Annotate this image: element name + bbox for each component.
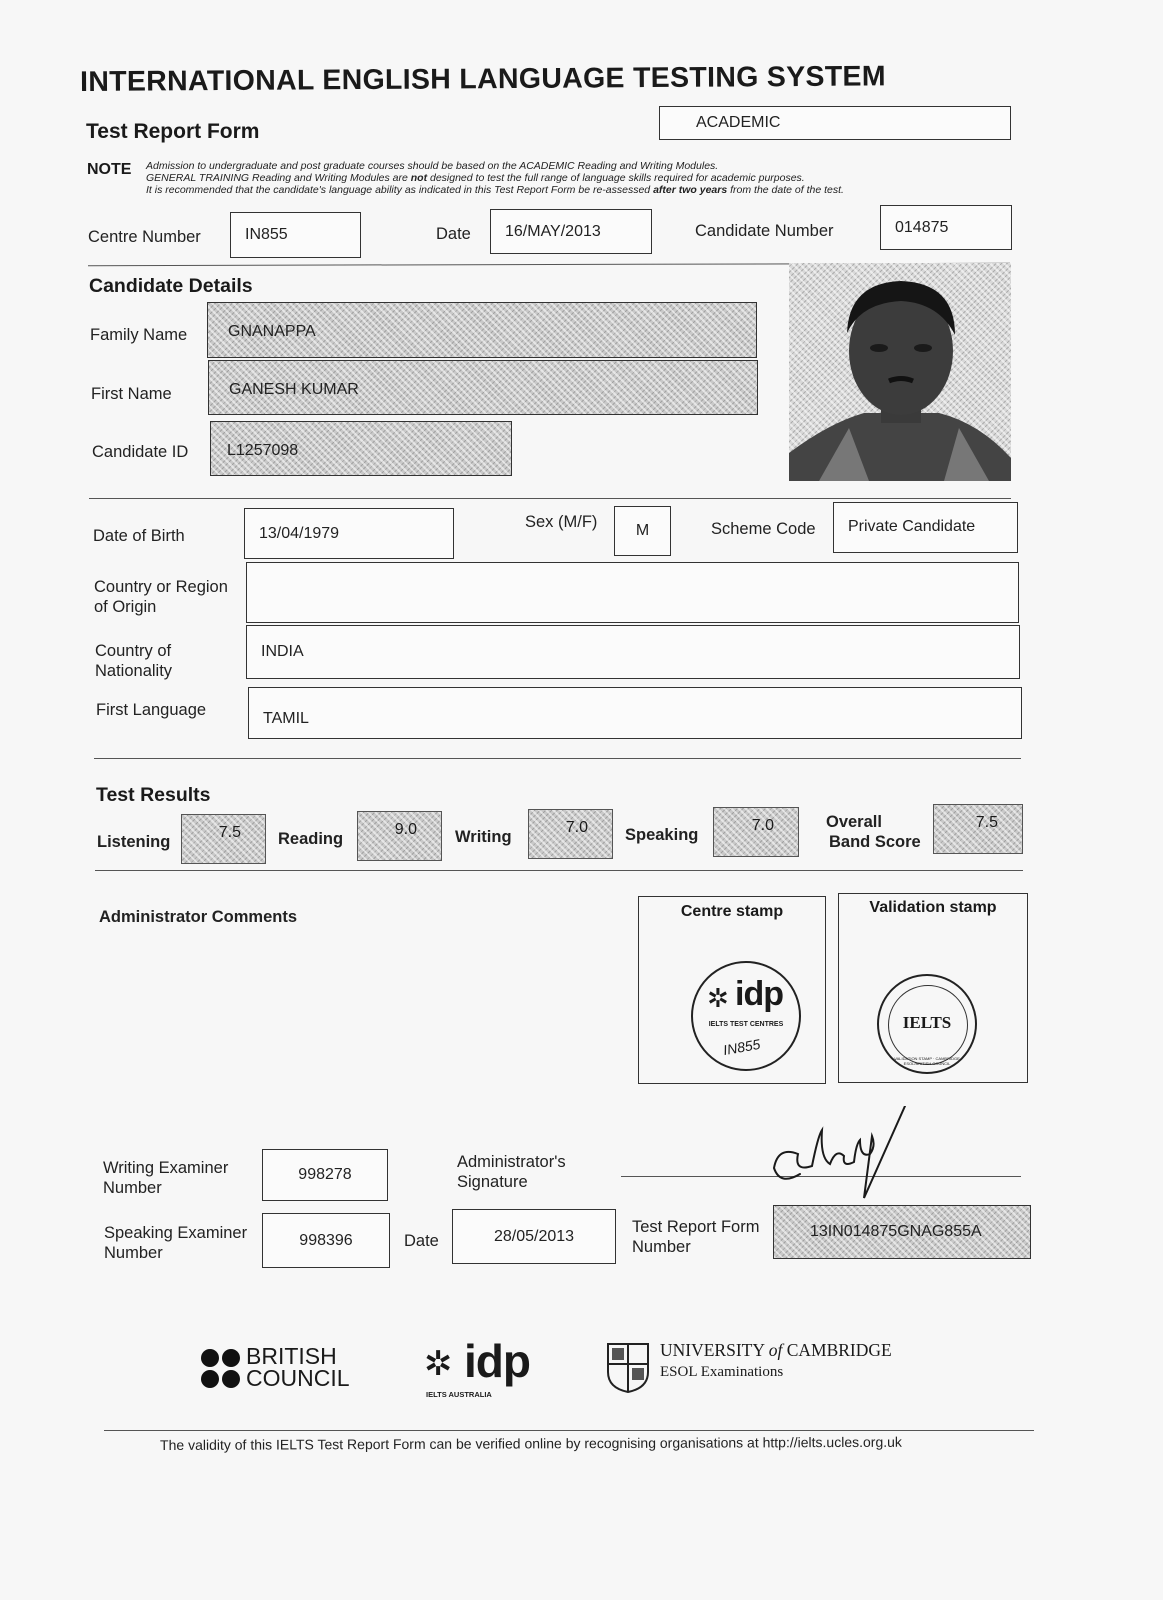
admin-date-box: 28/05/2013 (452, 1209, 616, 1264)
scheme-code-label: Scheme Code (711, 520, 816, 538)
divider-2 (89, 498, 1011, 499)
speaking-label: Speaking (625, 826, 699, 844)
validation-stamp-box (838, 893, 1028, 1083)
british-council-dots-icon (200, 1348, 242, 1390)
candidate-id-box: L1257098 (210, 421, 512, 476)
note-line-3-a: It is recommended that the candidate's language ability as indicated in this Test Report Form be re-assessed (146, 184, 654, 196)
validation-stamp-label: Validation stamp (869, 899, 997, 916)
origin-label-2: of Origin (94, 598, 157, 616)
listening-label: Listening (97, 833, 171, 851)
idp-footer-logo (424, 1335, 544, 1399)
centre-number-box: IN855 (230, 212, 361, 258)
note-label: NOTE (87, 161, 132, 178)
note-line-2-b: not (410, 172, 428, 184)
nationality-label-2: Nationality (95, 662, 173, 680)
writing-examiner-label-2: Number (103, 1179, 162, 1197)
idp-stamp (691, 961, 801, 1071)
test-date-box: 16/MAY/2013 (490, 209, 652, 254)
speaking-examiner-label-2: Number (104, 1244, 163, 1262)
cambridge-university: UNIVERSITY (660, 1340, 769, 1360)
listening-score: 7.5 (181, 814, 266, 864)
trf-number-label-1: Test Report Form (632, 1218, 760, 1236)
origin-box (246, 562, 1019, 623)
writing-label: Writing (455, 828, 512, 846)
note-line-1: Admission to undergraduate and post graduate courses should be based on the ACADEMIC Reading and Writing Modules. (146, 160, 719, 172)
nationality-box: INDIA (246, 625, 1020, 679)
origin-label-1: Country or Region (94, 578, 228, 596)
note-line-2-a: GENERAL TRAINING Reading and Writing Modules are (146, 172, 411, 184)
divider-3 (94, 758, 1021, 759)
validity-notice: The validity of this IELTS Test Report Form can be verified online by recognising organisations at http://ielts.ucles.org.uk (160, 1433, 902, 1453)
centre-number-label: Centre Number (88, 228, 201, 246)
speaking-examiner-box: 998396 (262, 1213, 390, 1268)
cambridge-name: CAMBRIDGE (782, 1340, 892, 1360)
note-line-3 (146, 184, 844, 197)
trf-number-label-2: Number (632, 1238, 691, 1256)
module-box: ACADEMIC (659, 106, 1011, 140)
cambridge-of: of (768, 1340, 783, 1360)
candidate-photo (789, 263, 1011, 481)
candidate-number-box: 014875 (880, 205, 1012, 250)
overall-label-2: Band Score (829, 833, 921, 851)
cambridge-shield-icon (606, 1342, 650, 1394)
idp-stamp-swirl-icon: ✲ (707, 983, 729, 1013)
idp-footer-swirl-icon: ✲ (424, 1345, 453, 1383)
nationality-label-1: Country of (95, 642, 172, 660)
sex-label: Sex (M/F) (525, 513, 598, 531)
report-title: INTERNATIONAL ENGLISH LANGUAGE TESTING SYSTEM (80, 60, 886, 98)
dob-label: Date of Birth (93, 527, 185, 545)
date-label: Date (436, 225, 471, 243)
first-name-box: GANESH KUMAR (208, 360, 758, 415)
writing-examiner-box: 998278 (262, 1149, 388, 1201)
centre-stamp-box (638, 896, 826, 1084)
writing-score: 7.0 (528, 809, 613, 859)
test-results-heading: Test Results (96, 784, 211, 806)
admin-comments-label: Administrator Comments (99, 908, 298, 926)
candidate-id-label: Candidate ID (92, 443, 189, 461)
scheme-code-box: Private Candidate (833, 502, 1018, 553)
reading-label: Reading (278, 830, 344, 848)
idp-stamp-code: IN855 (721, 1035, 762, 1059)
cambridge-line-2: ESOL Examinations (660, 1364, 784, 1380)
sex-box: M (614, 506, 671, 556)
writing-examiner-label-1: Writing Examiner (103, 1159, 229, 1177)
note-line-3-c: from the date of the test. (727, 184, 844, 196)
administrator-signature (760, 1106, 940, 1206)
candidate-number-label: Candidate Number (695, 222, 834, 240)
note-line-2-c: designed to test the full range of language skills required for academic purposes. (427, 172, 805, 184)
family-name-label: Family Name (90, 326, 188, 344)
ielts-stamp (877, 974, 977, 1074)
british-council-logo (200, 1345, 360, 1391)
ielts-stamp-text: IELTS (902, 1013, 952, 1032)
trf-number-box: 13IN014875GNAG855A (773, 1205, 1031, 1259)
british-council-line-2: COUNCIL (246, 1365, 350, 1391)
idp-footer-text: idp (464, 1335, 530, 1387)
dob-box: 13/04/1979 (244, 508, 454, 559)
speaking-examiner-label-1: Speaking Examiner (104, 1224, 248, 1242)
family-name-box: GNANAPPA (207, 302, 757, 358)
speaking-score: 7.0 (713, 807, 799, 857)
divider-4 (95, 870, 1023, 871)
reading-score: 9.0 (357, 811, 442, 861)
note-line-2 (146, 172, 805, 185)
cambridge-line-1 (660, 1340, 892, 1361)
ielts-stamp-ring-text: VALIDATION STAMP · CAMBRIDGE ESOL/BRITISH COUNCIL (894, 1056, 960, 1066)
first-language-box: TAMIL (248, 687, 1022, 739)
candidate-details-heading: Candidate Details (89, 275, 253, 297)
first-name-label: First Name (91, 385, 172, 403)
admin-signature-label-1: Administrator's (457, 1153, 566, 1171)
centre-stamp-label: Centre stamp (680, 903, 784, 920)
admin-signature-label-2: Signature (457, 1173, 528, 1191)
idp-footer-sub: IELTS AUSTRALIA (426, 1390, 492, 1399)
footer-divider (104, 1430, 1034, 1431)
admin-date-label: Date (404, 1232, 439, 1250)
first-language-label: First Language (96, 701, 207, 719)
note-line-3-b: after two years (653, 184, 728, 196)
british-council-line-1: BRITISH (246, 1343, 337, 1369)
report-subtitle: Test Report Form (86, 120, 260, 143)
candidate-photo-image (789, 263, 1011, 481)
overall-label-1: Overall (826, 813, 882, 831)
idp-stamp-sub: IELTS TEST CENTRES (708, 1021, 784, 1028)
idp-stamp-logo: idp (735, 975, 783, 1013)
overall-score: 7.5 (933, 804, 1023, 854)
cambridge-logo (606, 1340, 926, 1396)
